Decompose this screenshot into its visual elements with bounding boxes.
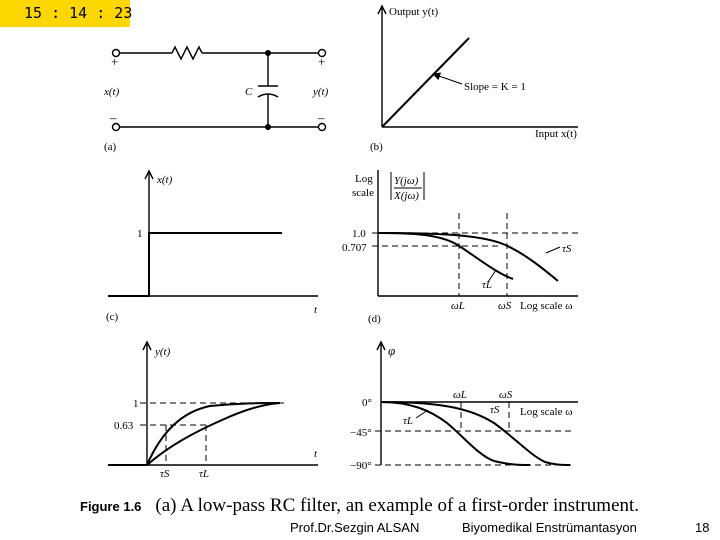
panel-f-tau-l: τL xyxy=(403,415,414,427)
panel-d-ratio-numerator: Y(jω) xyxy=(394,175,419,187)
slope-pointer xyxy=(436,75,462,84)
slope-annotation: Slope = K = 1 xyxy=(464,81,526,93)
output-label: y(t) xyxy=(313,86,329,98)
footer-course: Biyomedikal Enstrümantasyon xyxy=(462,520,637,535)
panel-a-label: (a) xyxy=(104,141,117,153)
panel-f-y-label: φ xyxy=(388,343,396,358)
panel-e-x-label: t xyxy=(314,448,318,460)
caption-text: (a) A low-pass RC filter, an example of a first-order instrument. xyxy=(155,495,640,516)
panel-f-tau-l-pointer xyxy=(416,410,428,418)
panel-c-y-label: x(t) xyxy=(157,174,173,186)
panel-d-scale-label: scale xyxy=(352,187,374,199)
panel-d-log-label: Log xyxy=(355,173,373,185)
panel-a-circuit xyxy=(113,47,326,131)
capacitor-label: C xyxy=(245,86,253,98)
junction-dot-top xyxy=(265,50,271,56)
output-axis-label: Output y(t) xyxy=(389,6,439,18)
panel-c-x-label: t xyxy=(314,304,318,316)
tau-s-step-response xyxy=(147,403,280,465)
panel-d-omega-l: ωL xyxy=(451,300,465,312)
panel-d-label: (d) xyxy=(368,313,381,325)
panel-b-axes xyxy=(378,6,578,127)
panel-f-tick-45: −45° xyxy=(350,427,372,439)
input-label: x(t) xyxy=(104,86,120,98)
footer-author: Prof.Dr.Sezgin ALSAN xyxy=(290,520,420,535)
panel-e-y-label: y(t) xyxy=(155,346,171,358)
tau-l-step-response xyxy=(147,403,280,465)
panel-c-tick-1: 1 xyxy=(137,228,143,240)
panel-c-label: (c) xyxy=(106,311,119,323)
panel-e-tau-s: τS xyxy=(160,468,170,480)
panel-f-x-label: Log scale ω xyxy=(520,406,573,418)
panel-d-ratio-denominator: X(jω) xyxy=(394,190,419,202)
input-plus: + xyxy=(111,54,119,69)
input-axis-label: Input x(t) xyxy=(535,128,577,140)
figure-caption xyxy=(80,495,639,517)
resistor-symbol xyxy=(172,47,202,59)
step-input-line xyxy=(108,233,282,296)
tau-s-magnitude-curve xyxy=(378,233,558,281)
panel-e-tick-0-63: 0.63 xyxy=(114,420,134,432)
panel-d-tau-l: τL xyxy=(482,279,493,291)
panel-e-tick-1: 1 xyxy=(133,398,139,410)
panel-d-tick-1-0: 1.0 xyxy=(352,228,366,240)
slope-line xyxy=(382,38,469,127)
clock-display: 15 : 14 : 23 xyxy=(0,0,130,27)
panel-d-tick-0-707: 0.707 xyxy=(342,242,367,254)
panel-e-guides xyxy=(140,403,284,465)
panel-f-tau-s: τS xyxy=(490,404,500,416)
panel-f-axes xyxy=(377,342,578,465)
panel-d-x-label: Log scale ω xyxy=(520,300,573,312)
junction-dot-bottom xyxy=(265,124,271,130)
input-minus: – xyxy=(110,110,117,125)
figure-label: Figure 1.6 xyxy=(80,499,142,514)
output-plus: + xyxy=(318,54,326,69)
panel-e-tau-l: τL xyxy=(199,468,210,480)
panel-b-label: (b) xyxy=(370,141,383,153)
output-minus: – xyxy=(318,110,325,125)
panel-f-tick-0: 0° xyxy=(362,397,372,409)
tau-s-pointer xyxy=(546,247,560,253)
page-number: 18 xyxy=(695,520,710,535)
panel-f-tick-90: −90° xyxy=(350,460,372,472)
panel-d-omega-s: ωS xyxy=(498,300,512,312)
panel-f-omega-l: ωL xyxy=(453,389,467,401)
panel-f-omega-s: ωS xyxy=(499,389,513,401)
panel-d-tau-s: τS xyxy=(562,243,572,255)
panel-d-guides xyxy=(372,213,582,296)
